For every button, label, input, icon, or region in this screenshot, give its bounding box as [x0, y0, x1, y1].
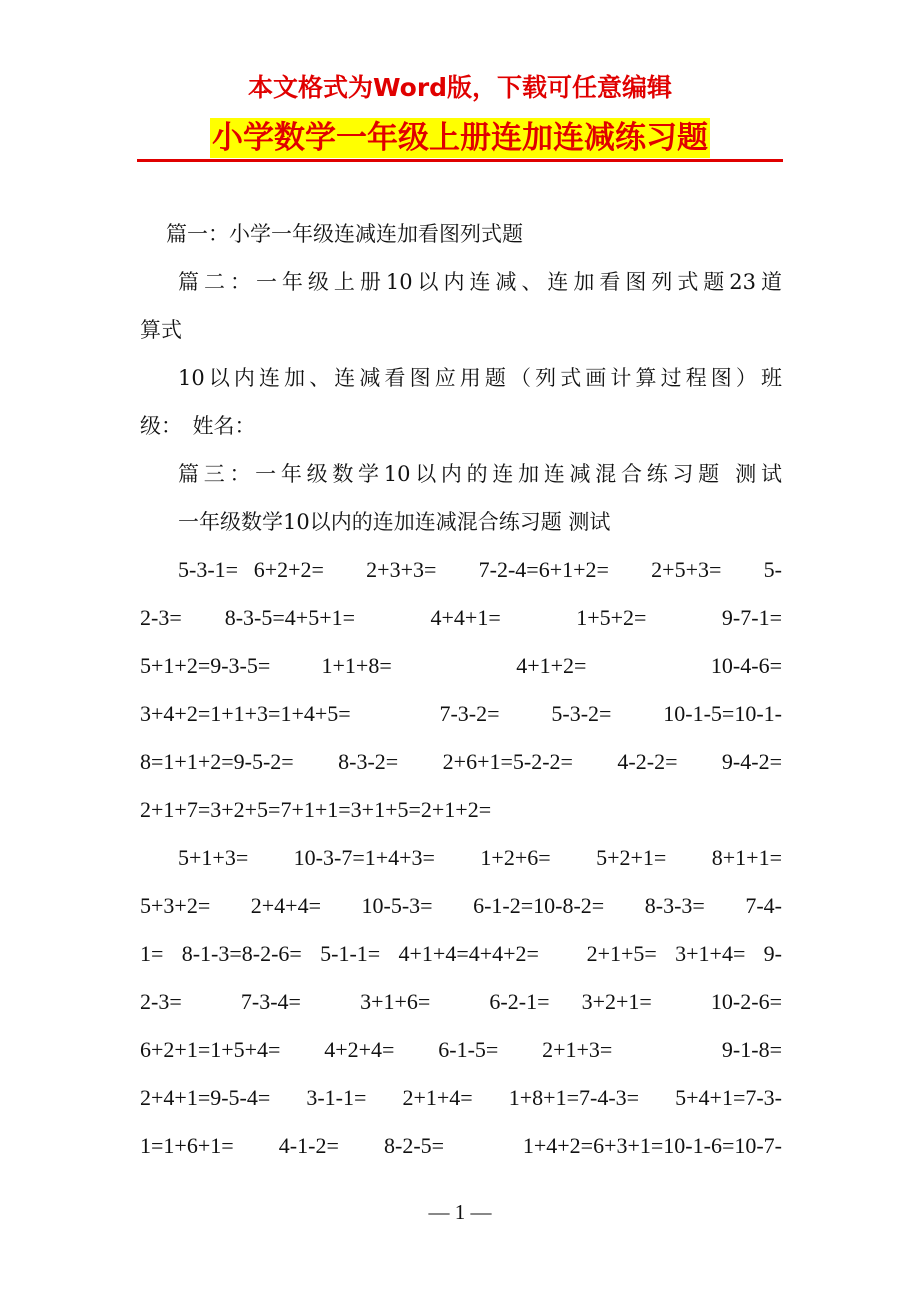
- document-title: 小学数学一年级上册连加连减练习题: [212, 120, 708, 156]
- exercise-line: 6+2+1=1+5+4= 4+2+4= 6-1-5= 2+1+3= 9-1-8=: [140, 1037, 782, 1062]
- exercise-line: 5+3+2= 2+4+4= 10-5-3= 6-1-2=10-8-2= 8-3-3= 7-4-: [140, 893, 782, 918]
- paragraph: 篇三：一年级数学10以内的连加连减混合练习题 测试: [178, 462, 782, 486]
- exercise-line: 3+4+2=1+1+3=1+4+5= 7-3-2= 5-3-2= 10-1-5=10-1-: [140, 701, 782, 726]
- document-title-wrap: [0, 112, 920, 157]
- exercise-line: 5-3-1= 6+2+2= 2+3+3= 7-2-4=6+1+2= 2+5+3= 5-: [178, 557, 782, 582]
- exercise-line: 2-3= 7-3-4= 3+1+6= 6-2-1= 3+2+1= 10-2-6=: [140, 989, 782, 1014]
- exercise-line: 2-3= 8-3-5=4+5+1= 4+4+1= 1+5+2= 9-7-1=: [140, 605, 782, 630]
- paragraph: 10以内连加、连减看图应用题（列式画计算过程图）班: [178, 366, 782, 390]
- title-divider: [137, 159, 783, 162]
- exercise-line: 1= 8-1-3=8-2-6= 5-1-1= 4+1+4=4+4+2= 2+1+5= 3+1+4= 9-: [140, 941, 782, 966]
- exercise-line: 5+1+2=9-3-5= 1+1+8= 4+1+2= 10-4-6=: [140, 653, 782, 678]
- exercise-line: 1=1+6+1= 4-1-2= 8-2-5= 1+4+2=6+3+1=10-1-6=10-7-: [140, 1133, 782, 1158]
- exercise-line: 2+4+1=9-5-4= 3-1-1= 2+1+4= 1+8+1=7-4-3= 5+4+1=7-3-: [140, 1085, 782, 1110]
- exercise-line: 2+1+7=3+2+5=7+1+1=3+1+5=2+1+2=: [140, 797, 492, 822]
- paragraph: 一年级数学10以内的连加连减混合练习题 测试: [178, 510, 611, 534]
- exercise-line: 5+1+3= 10-3-7=1+4+3= 1+2+6= 5+2+1= 8+1+1=: [178, 845, 782, 870]
- paragraph: 篇一：小学一年级连减连加看图列式题: [166, 222, 523, 246]
- format-notice: 本文格式为Word版，下载可任意编辑: [247, 73, 673, 102]
- paragraph: 级： 姓名：: [140, 414, 256, 438]
- paragraph: 篇二：一年级上册10以内连减、连加看图列式题23道: [178, 270, 782, 294]
- paragraph: 算式: [140, 318, 182, 342]
- exercise-line: 8=1+1+2=9-5-2= 8-3-2= 2+6+1=5-2-2= 4-2-2= 9-4-2=: [140, 749, 782, 774]
- page-number: — 1 —: [428, 1200, 492, 1224]
